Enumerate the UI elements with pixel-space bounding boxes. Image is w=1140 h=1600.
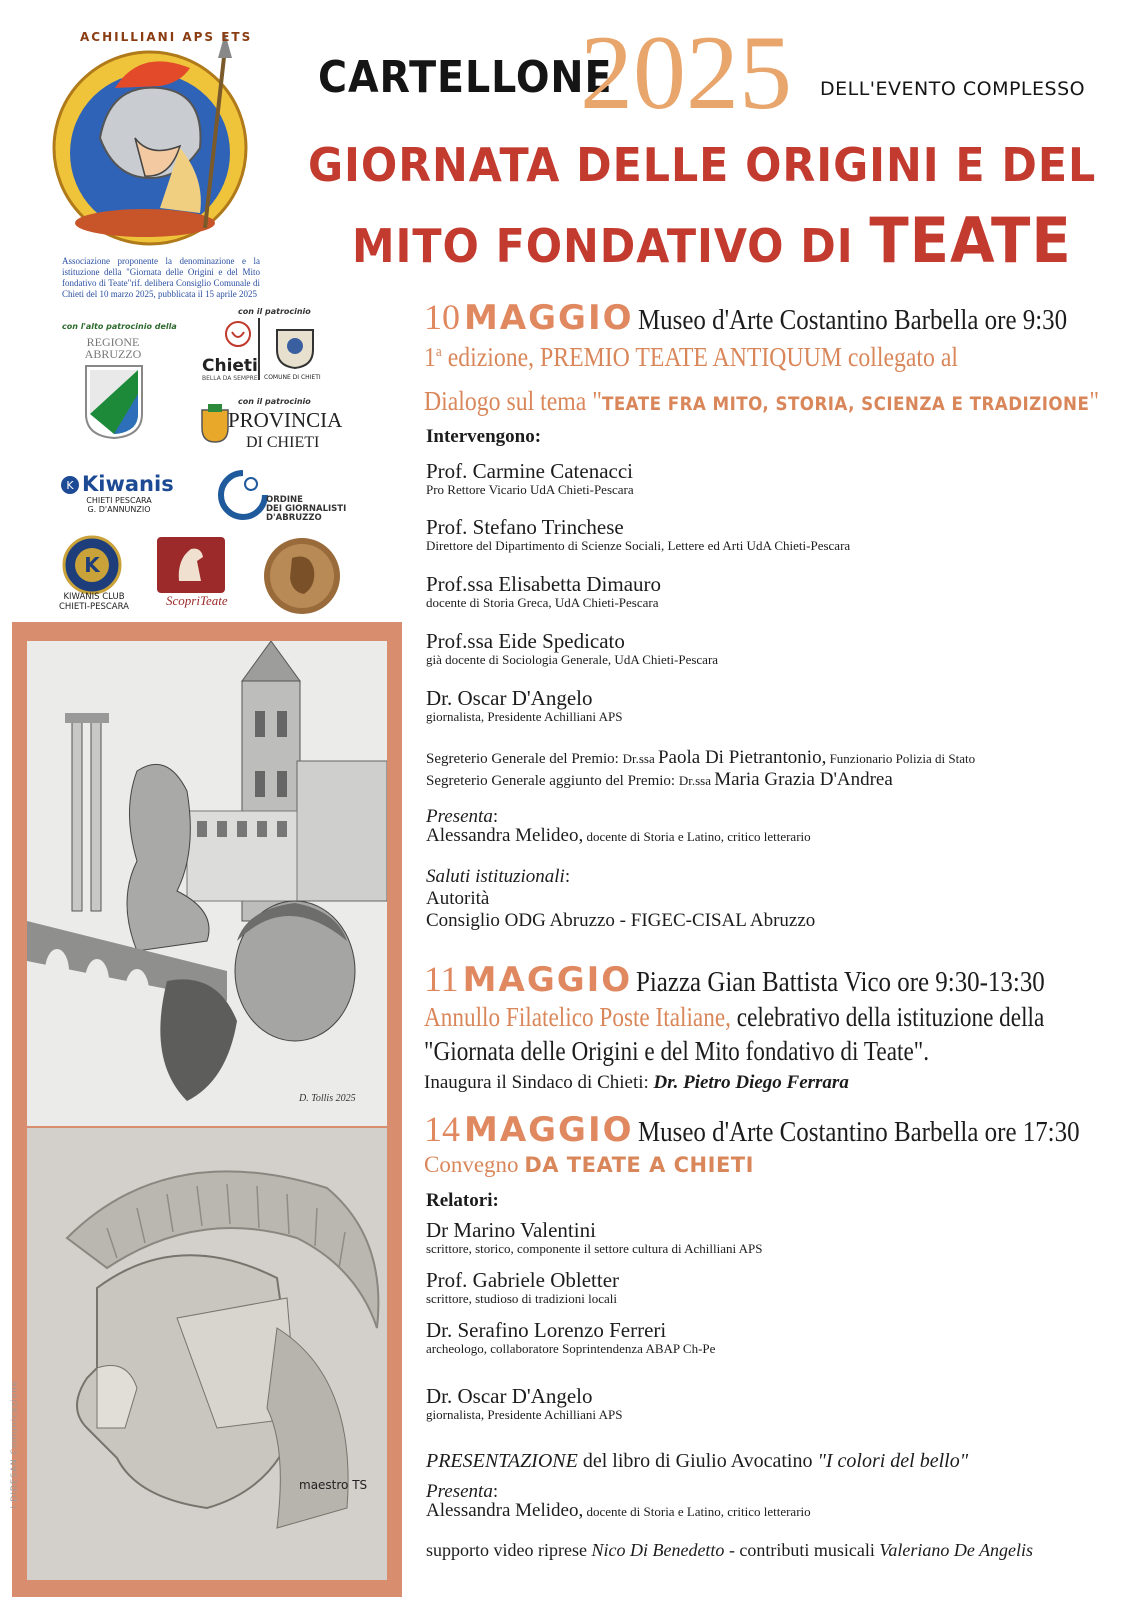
day1-premio: edizione, PREMIO TEATE ANTIQUUM collegato al bbox=[441, 342, 959, 372]
kiwanis-sub1: CHIETI PESCARA bbox=[86, 496, 152, 505]
day3-supporto: supporto video riprese bbox=[426, 1540, 592, 1560]
speaker-name: Dr Marino Valentini bbox=[426, 1218, 596, 1242]
day1-edizione-number: 1 bbox=[424, 342, 436, 372]
kiwanis-club-line1: KIWANIS CLUB bbox=[63, 592, 125, 602]
kiwanis-club-medal-icon bbox=[62, 535, 125, 602]
day3-contributi: - contributi musicali bbox=[724, 1540, 880, 1560]
achilliani-logo bbox=[40, 28, 270, 258]
day1-speaker bbox=[426, 460, 634, 497]
day1-dialogo-line bbox=[424, 386, 1099, 417]
day3-presenta bbox=[426, 1481, 811, 1523]
day1-presenta bbox=[426, 806, 811, 848]
presenta-label: Presenta bbox=[426, 1481, 493, 1502]
alto-patrocinio-label: con l'alto patrocinio della bbox=[62, 322, 177, 331]
event-title-line2 bbox=[352, 204, 1072, 277]
day3-speaker bbox=[426, 1385, 622, 1422]
ordine-giornalisti-icon bbox=[218, 470, 268, 525]
comune-chieti-label: COMUNE DI CHIETI bbox=[264, 374, 321, 381]
day2-annullo: Annullo Filatelico Poste Italiane, bbox=[424, 1002, 731, 1032]
speaker-role: già docente di Sociologia Generale, UdA Chieti-Pescara bbox=[426, 652, 719, 667]
day3-convegno-title: DA TEATE A CHIETI bbox=[524, 1153, 754, 1177]
day1-speaker bbox=[426, 516, 850, 553]
day2-annullo-line bbox=[424, 1002, 1044, 1033]
day3-convegno-line bbox=[424, 1152, 754, 1178]
day3-valeriano: Valeriano De Angelis bbox=[879, 1540, 1034, 1560]
day1-speaker bbox=[426, 687, 622, 724]
kiwanis-globe-icon bbox=[60, 475, 80, 500]
side-credit: I DIDESAN Comunicazione bbox=[9, 1380, 19, 1509]
presenta-name: Alessandra Melideo, bbox=[426, 825, 584, 846]
day3-heading bbox=[424, 1108, 1140, 1150]
presenta-label: Presenta bbox=[426, 806, 493, 827]
day1-segretario-2 bbox=[426, 769, 893, 791]
patrocinio-label-1: con il patrocinio bbox=[238, 307, 311, 316]
day3-convegno: Convegno bbox=[424, 1152, 525, 1177]
ordine-line3: D'ABRUZZO bbox=[266, 513, 322, 523]
speaker-name: Prof. Gabriele Obletter bbox=[426, 1268, 620, 1292]
speaker-role: Pro Rettore Vicario UdA Chieti-Pescara bbox=[426, 482, 634, 497]
seg1-role: Funzionario Polizia di Stato bbox=[826, 751, 976, 766]
day1-edizione-sup: a bbox=[435, 344, 442, 360]
day2-annullo-rest: celebrativo della istituzione della bbox=[730, 1002, 1045, 1032]
seg1-title: Dr.ssa bbox=[622, 751, 658, 766]
speaker-name: Dr. Oscar D'Angelo bbox=[426, 686, 593, 710]
seg2-title: Dr.ssa bbox=[678, 773, 715, 788]
speaker-role: scrittore, studioso di tradizioni locali bbox=[426, 1291, 617, 1306]
day1-tema: TEATE FRA MITO, STORIA, SCIENZA E TRADIZIONE bbox=[601, 393, 1090, 415]
speaker-name: Prof.ssa Elisabetta Dimauro bbox=[426, 572, 662, 596]
provincia-line1: PROVINCIA bbox=[228, 408, 343, 432]
kiwanis-sub2: G. D'ANNUNZIO bbox=[87, 505, 151, 514]
presenta-name: Alessandra Melideo, bbox=[426, 1500, 584, 1521]
speaker-role: giornalista, Presidente Achilliani APS bbox=[426, 709, 623, 724]
seg2-name: Maria Grazia D'Andrea bbox=[714, 769, 893, 790]
event-title-teate: TEATE bbox=[869, 204, 1072, 277]
speaker-role: giornalista, Presidente Achilliani APS bbox=[426, 1407, 623, 1422]
day3-nico: Nico Di Benedetto bbox=[591, 1540, 725, 1560]
scopriteate-label: ScopriTeate bbox=[166, 593, 228, 608]
day2-heading bbox=[424, 958, 1112, 1000]
event-title-line2-a: MITO FONDATIVO DI bbox=[352, 219, 870, 273]
day1-speaker bbox=[426, 573, 661, 610]
ordine-line1: ORDINE bbox=[266, 495, 303, 505]
speaker-name: Prof. Carmine Catenacci bbox=[426, 459, 634, 483]
svg-text:K: K bbox=[66, 479, 74, 492]
provincia-line2: DI CHIETI bbox=[246, 434, 320, 451]
kiwanis-subtitle bbox=[84, 496, 154, 514]
seg1-label: Segreterio Generale del Premio: bbox=[426, 751, 623, 767]
patrocinio-label-2: con il patrocinio bbox=[238, 397, 311, 406]
provincia-chieti-name bbox=[228, 410, 342, 453]
regione-abruzzo-name: REGIONE ABRUZZO bbox=[84, 335, 142, 361]
day3-speaker bbox=[426, 1319, 715, 1356]
speaker-role: scrittore, storico, componente il settore cultura di Achilliani APS bbox=[426, 1241, 763, 1256]
day2-location: Piazza Gian Battista Vico ore 9:30-13:30 bbox=[636, 966, 1045, 998]
day3-presentazione-rest: del libro di Giulio Avocatino bbox=[577, 1450, 818, 1472]
comune-chieti-crest-icon bbox=[273, 324, 317, 375]
day3-month: MAGGIO bbox=[464, 1110, 634, 1150]
chieti-subtitle: BELLA DA SEMPRE bbox=[202, 375, 258, 382]
day2-date-number: 11 bbox=[424, 959, 459, 999]
speaker-name: Dr. Oscar D'Angelo bbox=[426, 1384, 593, 1408]
day3-libro: "I colori del bello" bbox=[817, 1450, 969, 1472]
relief-credit-maestro: maestro TS bbox=[299, 1478, 368, 1492]
presenta-role: docente di Storia e Latino, critico letterario bbox=[583, 829, 811, 844]
day3-presentazione: PRESENTAZIONE bbox=[426, 1450, 578, 1472]
speaker-role: archeologo, collaboratore Soprintendenza ABAP Ch-Pe bbox=[426, 1341, 716, 1356]
regione-abruzzo-emblem-icon bbox=[84, 364, 144, 445]
day1-date-number: 10 bbox=[424, 297, 460, 337]
event-title-line1: GIORNATA DELLE ORIGINI E DEL bbox=[308, 138, 1097, 192]
presenta-colon: : bbox=[492, 1481, 499, 1502]
day2-giornata: "Giornata delle Origini e del Mito fondativo di Teate". bbox=[424, 1036, 930, 1066]
day1-intervengono-label: Intervengono: bbox=[426, 426, 542, 447]
seg2-label: Segreterio Generale aggiunto del Premio: bbox=[426, 773, 679, 789]
speaker-role: Direttore del Dipartimento di Scienze Sociali, Lettere ed Arti UdA Chieti-Pescara bbox=[426, 538, 851, 553]
speaker-name: Prof. Stefano Trinchese bbox=[426, 515, 624, 539]
association-note: Associazione proponente la denominazione e la istituzione della "Giornata delle Origini e del Mito fondativo di Teate"rif. delibera Consiglio Comunale di Chieti del 10 marzo 2025, pubblicata il 15 aprile 2025 bbox=[62, 256, 260, 299]
chieti-logo-text: Chieti bbox=[202, 356, 258, 376]
bronze-medal-icon bbox=[262, 536, 342, 621]
header-evento: DELL'EVENTO COMPLESSO bbox=[820, 78, 1086, 100]
kiwanis-club-name bbox=[52, 592, 136, 612]
logo-ring-text: ACHILLIANI APS ETS bbox=[80, 30, 253, 44]
day3-speaker bbox=[426, 1219, 763, 1256]
provincia-chieti-crest-icon bbox=[200, 404, 230, 449]
day3-relatori-label: Relatori: bbox=[426, 1190, 499, 1211]
chieti-divider bbox=[258, 318, 260, 380]
svg-text:K: K bbox=[84, 553, 100, 577]
day1-location: Museo d'Arte Costantino Barbella ore 9:30 bbox=[637, 304, 1067, 336]
drawing-signature: D. Tollis 2025 bbox=[299, 1093, 356, 1104]
seg1-name: Paola Di Pietrantonio, bbox=[657, 747, 827, 768]
ordine-line2: DEI GIORNALISTI bbox=[266, 504, 347, 514]
day3-supporto-line bbox=[426, 1540, 1033, 1561]
saluti-label: Saluti istituzionali bbox=[426, 866, 565, 887]
day1-premio-line bbox=[424, 342, 958, 373]
speaker-name: Prof.ssa Eide Spedicato bbox=[426, 629, 625, 653]
day2-sindaco: Dr. Pietro Diego Ferrara bbox=[653, 1072, 849, 1093]
day1-segretario-1 bbox=[426, 747, 975, 769]
header-cartellone: CARTELLONE bbox=[318, 52, 613, 103]
day2-inaugura: Inaugura il Sindaco di Chieti: bbox=[424, 1072, 654, 1093]
day3-date-number: 14 bbox=[424, 1109, 460, 1149]
chieti-face-icon bbox=[222, 318, 254, 361]
day3-location: Museo d'Arte Costantino Barbella ore 17:30 bbox=[637, 1116, 1080, 1148]
saluti-colon: : bbox=[564, 866, 571, 887]
kiwanis-logo-text: Kiwanis bbox=[82, 472, 174, 496]
saluti-autorita: Autorità bbox=[426, 888, 490, 909]
day2-inaugura-line bbox=[424, 1072, 849, 1094]
day1-heading bbox=[424, 296, 1136, 338]
day2-month: MAGGIO bbox=[462, 960, 633, 1000]
day1-month: MAGGIO bbox=[464, 298, 634, 338]
presenta-colon: : bbox=[492, 806, 499, 827]
speaker-role: docente di Storia Greca, UdA Chieti-Pescara bbox=[426, 595, 659, 610]
artwork-drawing-teate bbox=[27, 641, 387, 1126]
day3-speaker bbox=[426, 1269, 619, 1306]
day3-presentazione-line bbox=[426, 1450, 968, 1472]
kiwanis-club-line2: CHIETI-PESCARA bbox=[59, 602, 129, 612]
speaker-name: Dr. Serafino Lorenzo Ferreri bbox=[426, 1318, 667, 1342]
saluti-consiglio: Consiglio ODG Abruzzo - FIGEC-CISAL Abruzzo bbox=[426, 910, 816, 931]
day1-tema-end: " bbox=[1089, 386, 1100, 416]
presenta-role: docente di Storia e Latino, critico letterario bbox=[583, 1504, 811, 1519]
day1-dialogo: Dialogo sul tema " bbox=[424, 386, 602, 416]
artwork-relief-warrior bbox=[27, 1128, 387, 1580]
header-year: 2025 bbox=[580, 14, 792, 131]
ordine-giornalisti-name bbox=[266, 496, 346, 523]
day1-speaker bbox=[426, 630, 718, 667]
day1-saluti bbox=[426, 866, 815, 932]
scopriteate-horse-icon bbox=[157, 537, 225, 593]
